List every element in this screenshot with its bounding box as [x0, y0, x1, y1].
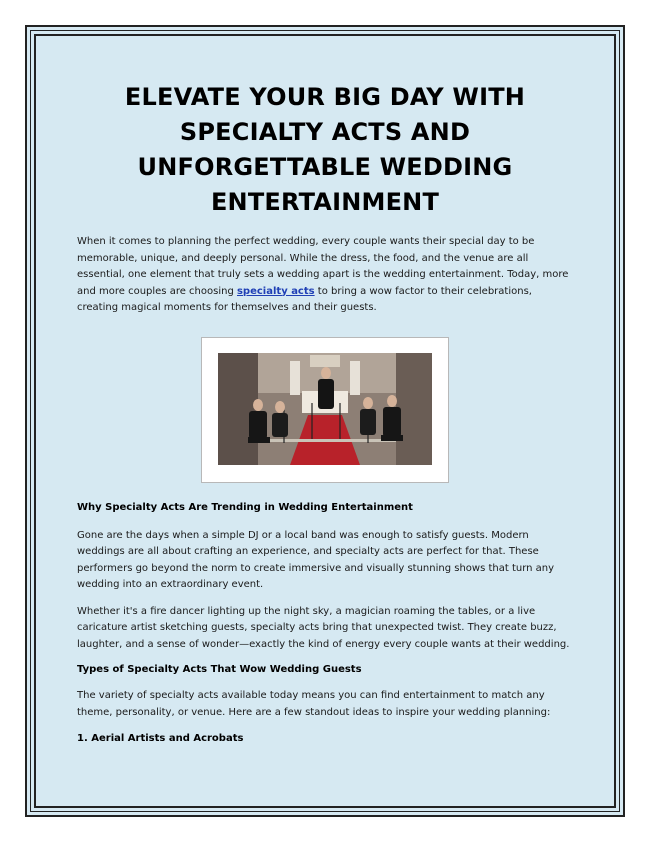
section-heading-types: Types of Specialty Acts That Wow Wedding Guests: [77, 664, 362, 675]
photo-right-wall: [396, 353, 432, 465]
quartet-image-frame: [201, 337, 449, 483]
photo-window-right: [350, 361, 360, 395]
musician-1-head: [253, 399, 263, 411]
intro-text-end: to bring a wow factor to their celebrations, creating magical moments for themselves and their guests.: [77, 285, 532, 313]
musician-2-head: [275, 401, 285, 413]
subheading-aerial-artists: 1. Aerial Artists and Acrobats: [77, 733, 244, 744]
intro-text-start: When it comes to planning the perfect wedding, every couple wants their special day to be memorable, unique, and deeply personal. While the dress, the food, and the venue are all essential, one element that truly sets a wedding apart is the wedding entertainment. Today, more and more couples are choosing: [77, 236, 569, 297]
musician-3-head: [321, 367, 331, 379]
photo-window-left: [290, 361, 300, 395]
musician-5-head: [387, 395, 397, 407]
musician-4-body: [360, 409, 376, 435]
musician-5-legs: [381, 435, 403, 441]
section-heading-why: Why Specialty Acts Are Trending in Wedding Entertainment: [77, 501, 413, 513]
musician-3-body: [318, 379, 334, 409]
musician-1-body: [249, 411, 267, 439]
photo-altar-top: [310, 355, 340, 367]
paragraph-variety: The variety of specialty acts available today means you can find entertainment to match any theme, personality, or venue. Here are a few standout ideas to inspire your wedding planning:: [77, 690, 551, 718]
string-quartet-photo: [218, 353, 432, 465]
photo-left-wall: [218, 353, 258, 465]
document-body: [77, 80, 573, 746]
intro-paragraph: [77, 234, 573, 317]
paragraph-gone-are-the-days: Gone are the days when a simple DJ or a local band was enough to satisfy guests. Modern weddings are all about crafting an experience, and specialty acts are perfect for that. These performers go beyond the norm to create immersive and visually stunning shows that turn any wedding into an extraordinary event.: [77, 529, 555, 590]
photo-step: [258, 439, 396, 442]
page-title: ELEVATE YOUR BIG DAY WITH SPECIALTY ACTS AND UNFORGETTABLE WEDDING ENTERTAINMENT: [124, 83, 526, 216]
paragraph-whether: Whether it's a fire dancer lighting up the night sky, a magician roaming the tables, or a live caricature artist sketching guests, specialty acts bring that unexpected twist. They create buzz, laughter, and a sense of wonder—exactly the kind of energy every couple wants at their wedding.: [77, 605, 570, 650]
musician-5-body: [383, 407, 401, 437]
musician-4-head: [363, 397, 373, 409]
specialty-acts-link[interactable]: specialty acts: [236, 285, 315, 297]
musician-1-legs: [248, 437, 270, 443]
musician-2-body: [272, 413, 288, 437]
